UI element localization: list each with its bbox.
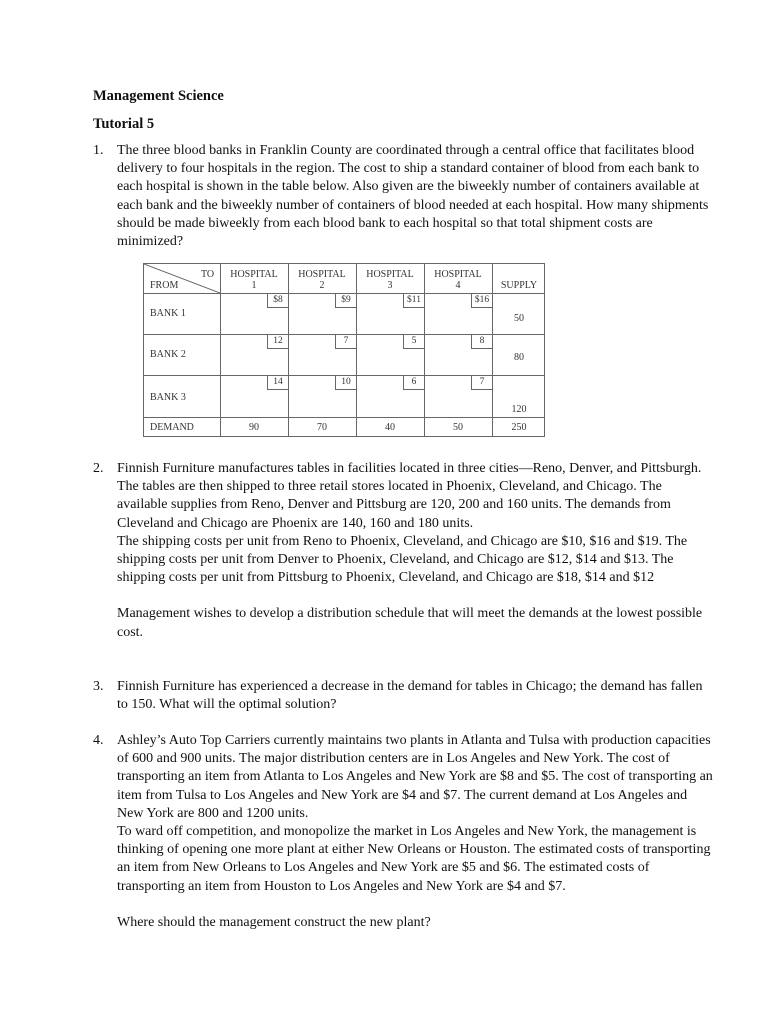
question-text: Ashley’s Auto Top Carriers currently maintains two plants in Atlanta and Tulsa with production capacities of 600 and 900 units. The major distribution centers are in Los Angeles and New York. The cost of transporting an item from Atlanta to Los Angeles and New York are $8 and $5. The cost of transporting an item from Tulsa to Los Angeles and New York are $4 and $7. The current demand at Los Angeles and New York are 800 and 1200 units.	[117, 733, 713, 821]
demand-label: DEMAND	[150, 422, 194, 433]
bank-1-supply: 50	[514, 313, 524, 324]
cost-cell: 6	[403, 376, 424, 390]
header-hospital-2: HOSPITAL 2	[298, 269, 346, 291]
cost-cell: 10	[335, 376, 356, 390]
bank-2-supply: 80	[514, 352, 524, 363]
demand-value: 90	[249, 422, 259, 433]
question-text: Where should the management construct the new plant?	[117, 914, 431, 930]
demand-value: 50	[453, 422, 463, 433]
question-number: 2.	[93, 461, 104, 476]
question-2	[93, 460, 713, 642]
question-text: Management wishes to develop a distribution schedule that will meet the demands at the lowest possible cost.	[117, 606, 703, 640]
bank-1-label: BANK 1	[150, 308, 186, 319]
demand-value: 70	[317, 422, 327, 433]
transport-cost-table	[143, 263, 545, 437]
cost-cell: $16	[471, 294, 492, 308]
bank-3-supply: 120	[511, 404, 527, 415]
course-title: Management Science	[93, 88, 224, 104]
cost-cell: $8	[267, 294, 288, 308]
header-hospital-4: HOSPITAL 4	[434, 269, 482, 291]
corner-to-label: TO	[201, 269, 215, 280]
header-hospital-3: HOSPITAL 3	[366, 269, 414, 291]
header-supply: SUPPLY	[500, 280, 538, 291]
question-text: The shipping costs per unit from Reno to Phoenix, Cleveland, and Chicago are $10, $16 and $19. The shipping costs per unit from Denver to Phoenix, Cleveland, and Chicago are $12, $14 and $13. The shipping costs per unit from Pittsburg to Phoenix, Cleveland, and Chicago are $18, $14 and $12	[117, 533, 688, 586]
demand-value: 40	[385, 422, 395, 433]
header-hospital-1: HOSPITAL 1	[230, 269, 278, 291]
question-number: 4.	[93, 733, 104, 748]
question-1	[93, 142, 713, 251]
cost-cell: 7	[471, 376, 492, 390]
question-4	[93, 732, 713, 932]
question-text: The three blood banks in Franklin County are coordinated through a central office that facilitates blood delivery to four hospitals in the region. The cost to ship a standard container of blood from each bank to each hospital is shown in the table below. Also given are the biweekly number of containers available at each bank and the biweekly number of containers of blood needed at each hospital. How many shipments should be made biweekly from each blood bank to each hospital so that total shipment costs are minimized?	[117, 143, 709, 250]
question-number: 1.	[93, 143, 104, 158]
question-text: Finnish Furniture has experienced a decrease in the demand for tables in Chicago; the demand has fallen to 150. What will the optimal solution?	[117, 679, 703, 713]
cost-cell: 7	[335, 335, 356, 349]
question-text: To ward off competition, and monopolize the market in Los Angeles and New York, the management is thinking of opening one more plant at either New Orleans or Houston. The estimated costs of transporting an item from New Orleans to Los Angeles and New York are $5 and $6. The estimated costs of transporting an item from Houston to Los Angeles and New York are $4 and $7.	[117, 824, 711, 894]
bank-3-label: BANK 3	[150, 392, 186, 403]
bank-2-label: BANK 2	[150, 349, 186, 360]
cost-cell: 14	[267, 376, 288, 390]
tutorial-title: Tutorial 5	[93, 116, 155, 132]
corner-from-label: FROM	[150, 280, 179, 291]
question-number: 3.	[93, 679, 104, 694]
question-text: Finnish Furniture manufactures tables in facilities located in three cities—Reno, Denver, and Pittsburgh. The tables are then shipped to three retail stores located in Phoenix, Cleveland, and Chicago. The available supplies from Reno, Denver and Pittsburg are 120, 200 and 160 units. The demands from Cleveland and Chicago are Phoenix are 140, 160 and 180 units.	[117, 461, 702, 531]
cost-cell: $9	[335, 294, 356, 308]
cost-cell: 12	[267, 335, 288, 349]
cost-cell: $11	[403, 294, 424, 308]
cost-cell: 5	[403, 335, 424, 349]
cost-cell: 8	[471, 335, 492, 349]
demand-total: 250	[511, 422, 527, 433]
question-3	[93, 678, 713, 714]
